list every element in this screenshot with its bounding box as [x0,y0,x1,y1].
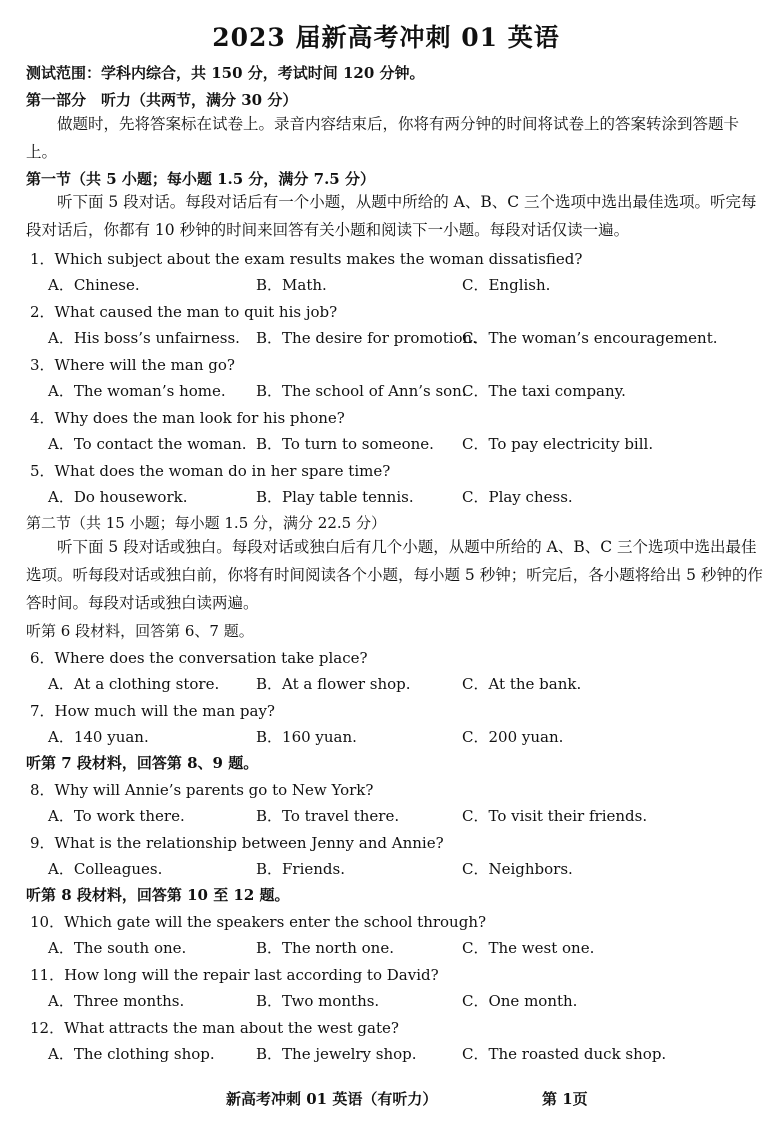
question-stem: 1．Which subject about the exam results makes the woman dissatisfied? [30,250,583,268]
option-b: B．Friends. [256,860,346,878]
option-a: A．His boss’s unfairness. [48,329,240,347]
option-c: C．To pay electricity bill. [462,435,654,453]
group-heading: 听第 8 段材料，回答第 10 至 12 题。 [26,886,290,904]
option-b: B．160 yuan. [256,728,357,746]
option-a: A．To work there. [48,807,185,825]
page-title: 2023 届新高考冲刺 01 英语 [212,23,560,52]
footer-page-number: 第 1页 [542,1090,588,1108]
question-stem: 7．How much will the man pay? [30,702,275,720]
option-a: A．To contact the woman. [48,435,247,453]
option-b: B．The north one. [256,939,394,957]
section2-instruction: 听下面 5 段对话或独白。每段对话或独白后有几个小题，从题中所给的 A、B、C 三个选项中选出最佳选项。听每段对话或独白前，你将有时间阅读各个小题，每小题 5 秒钟；听完后，各小题将给出 5 秒钟的作答时间。每段对话或独白读两遍。 [26,538,763,612]
option-c: C．The roasted duck shop. [462,1045,667,1063]
part1-heading: 第一部分 听力（共两节，满分 30 分） [26,91,298,109]
question-stem: 4．Why does the man look for his phone? [30,409,345,427]
question-stem: 6．Where does the conversation take place? [30,649,368,667]
question-options [48,327,758,349]
option-b: B．To travel there. [256,807,400,825]
question-options [48,937,758,959]
option-a: A．At a clothing store. [48,675,220,693]
option-b: B．The desire for promotion. [256,329,477,347]
option-a: A．Three months. [48,992,185,1010]
option-a: A．140 yuan. [48,728,149,746]
option-b: B．Two months. [256,992,380,1010]
question-stem: 12．What attracts the man about the west gate? [30,1019,399,1037]
question-options [48,858,758,880]
option-a: A．Chinese. [48,276,140,294]
question-options [48,726,758,748]
option-c: C．The taxi company. [462,382,626,400]
option-a: A．The clothing shop. [48,1045,215,1063]
question-stem: 2．What caused the man to quit his job? [30,303,338,321]
option-c: C．To visit their friends. [462,807,648,825]
footer-exam-name: 新高考冲刺 01 英语（有听力） [226,1090,438,1108]
question-options [48,433,758,455]
question-stem: 8．Why will Annie’s parents go to New York? [30,781,374,799]
option-a: A．The south one. [48,939,187,957]
question-stem: 3．Where will the man go? [30,356,235,374]
option-c: C．English. [462,276,551,294]
option-c: C．At the bank. [462,675,582,693]
section1-heading: 第一节（共 5 小题；每小题 1.5 分，满分 7.5 分） [26,170,375,188]
question-stem: 9．What is the relationship between Jenny and Annie? [30,834,444,852]
part1-instruction: 做题时，先将答案标在试卷上。录音内容结束后，你将有两分钟的时间将试卷上的答案转涂到答题卡上。 [26,115,740,161]
question-options [48,486,758,508]
test-scope: 测试范围：学科内综合，共 150 分，考试时间 120 分钟。 [26,64,425,82]
option-c: C．200 yuan. [462,728,564,746]
option-b: B．Math. [256,276,327,294]
option-c: C．Neighbors. [462,860,573,878]
option-a: A．Colleagues. [48,860,163,878]
question-stem: 5．What does the woman do in her spare time? [30,462,391,480]
option-b: B．At a flower shop. [256,675,411,693]
question-options [48,673,758,695]
group-heading: 听第 6 段材料，回答第 6、7 题。 [26,622,254,640]
question-options [48,990,758,1012]
option-a: A．Do housework. [48,488,188,506]
option-a: A．The woman’s home. [48,382,226,400]
option-c: C．One month. [462,992,578,1010]
option-b: B．Play table tennis. [256,488,414,506]
option-c: C．The west one. [462,939,595,957]
option-c: C．The woman’s encouragement. [462,329,718,347]
question-options [48,274,758,296]
section2-heading: 第二节（共 15 小题；每小题 1.5 分，满分 22.5 分） [26,514,386,532]
question-options [48,380,758,402]
option-b: B．The school of Ann’s son. [256,382,467,400]
group-heading: 听第 7 段材料，回答第 8、9 题。 [26,754,259,772]
section1-instruction: 听下面 5 段对话。每段对话后有一个小题，从题中所给的 A、B、C 三个选项中选出最佳选项。听完每段对话后，你都有 10 秒钟的时间来回答有关小题和阅读下一小题。每段对话仅读一遍。 [26,193,757,239]
option-c: C．Play chess. [462,488,573,506]
question-stem: 11．How long will the repair last according to David? [30,966,439,984]
option-b: B．The jewelry shop. [256,1045,417,1063]
option-b: B．To turn to someone. [256,435,434,453]
question-options [48,805,758,827]
question-stem: 10．Which gate will the speakers enter the school through? [30,913,487,931]
question-options [48,1043,758,1065]
